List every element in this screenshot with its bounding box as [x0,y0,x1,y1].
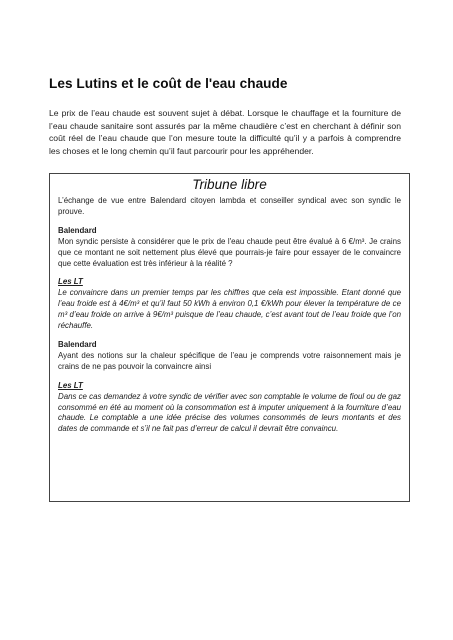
les-lt-reply-2: Dans ce cas demandez à votre syndic de vérifier avec son comptable le volume de fioul ou de gaz consommé en été au moment où la consommation est à imputer uniquement à la fourniture d’eau chaude. Le comptable a une idée précise des volumes consommés de leurs montants et des dates de commande et s’il ne fait pas d’erreur de calcul il devrait être convaincu. [58,391,401,434]
balendard-message-2: Ayant des notions sur la chaleur spécifique de l’eau je comprends votre raisonnement mais je crains de ne pas pouvoir la convaincre ainsi [58,350,401,371]
document-title: Les Lutins et le coût de l'eau chaude [49,76,288,91]
tribune-title: Tribune libre [192,177,267,192]
tribune-intro: L’échange de vue entre Balendard citoyen lambda et conseiller syndical avec son syndic le prouve. [58,196,401,216]
intro-paragraph: Le prix de l’eau chaude est souvent sujet à débat. Lorsque le chauffage et la fourniture de l’eau chaude sanitaire sont assurés par la même chaudière c’est en cherchant à définir son coût réel de l’eau chaude que l’on mesure toute la difficulté qu’il y a parfois à comprendre les choses et le long chemin qu’il faut parcourir pour les appréhender. [49,108,401,156]
speaker-les-lt-1: Les LT [58,277,83,287]
balendard-message-1: Mon syndic persiste à considérer que le prix de l'eau chaude peut être évalué à 6 €/m³. Je crains que ce montant ne soit nettement plus élevé que pourrais-je faire pour essayer de le convaincre que cette évaluation est très inférieur à la réalité ? [58,236,401,268]
speaker-balendard-2: Balendard [58,339,97,349]
speaker-balendard-1: Balendard [58,225,97,235]
tribune-libre-box [49,173,410,502]
speaker-les-lt-2: Les LT [58,380,83,390]
les-lt-reply-1: Le convaincre dans un premier temps par les chiffres que cela est impossible. Etant donné que l’eau froide est à 4€/m³ et qu’il faut 50 kWh à environ 0,1 €/kWh pour élever la température de ce m³ d’eau froide on arrive à 9€/m³ puisque de l’eau chaude, c’est avant tout de l’eau froide que l’on réchauffe. [58,288,401,331]
